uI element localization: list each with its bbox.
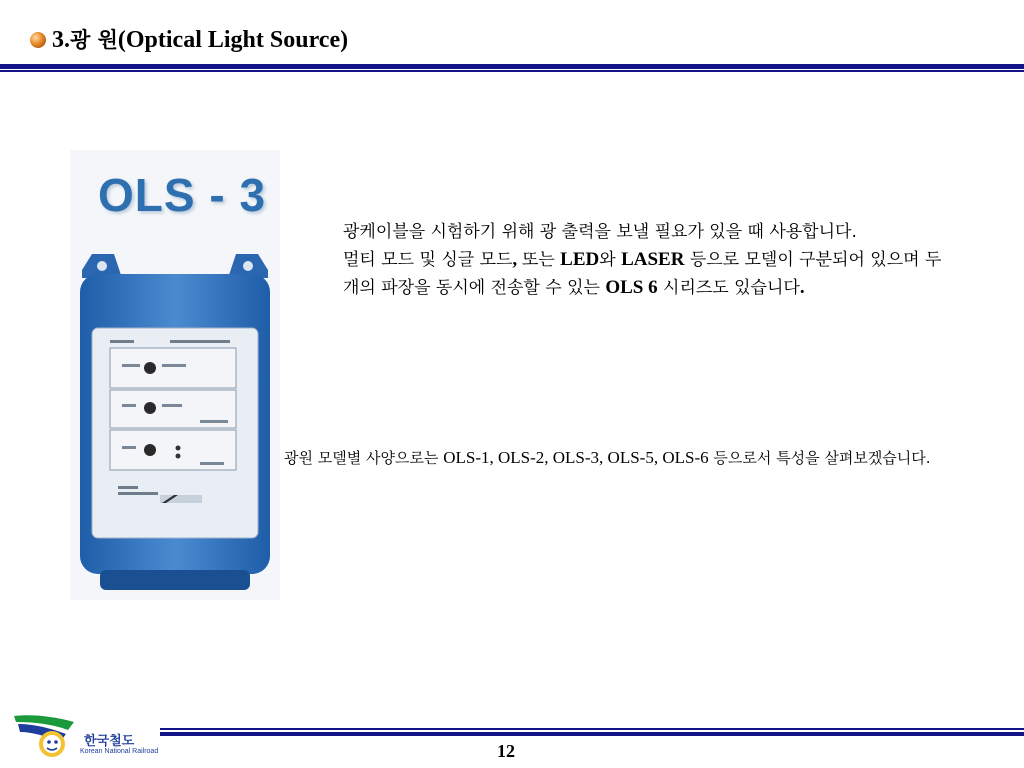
p1-text-2: 멀티 모드 및 싱글 모드: [343, 250, 513, 270]
p1-text-4: 와: [599, 250, 622, 270]
logo-english-text: Korean National Railroad: [80, 748, 159, 755]
p2-text-2: 등으로서 특성을 살펴보겠습니다.: [708, 449, 931, 467]
p1-ols6: OLS 6: [605, 277, 658, 298]
page-number: 12: [497, 741, 515, 761]
description-paragraph: [343, 218, 943, 302]
models-paragraph: [284, 444, 974, 472]
header-rule-thin: [0, 70, 1024, 72]
title-korean: 광 원: [70, 28, 118, 52]
p1-led: LED: [560, 249, 600, 270]
logo-korean-text: 한국철도: [84, 734, 135, 749]
p1-laser: LASER: [621, 249, 685, 270]
p1-period: .: [799, 277, 805, 298]
footer-rule-thin: [160, 728, 1024, 730]
p1-text-6: 시리즈도 있습니다: [657, 278, 800, 298]
slide-title: [52, 24, 348, 54]
p2-text-1: 광원 모델별 사양으로는: [284, 449, 444, 467]
title-english: (Optical Light Source): [117, 27, 349, 53]
header-rule-thick: [0, 64, 1024, 69]
p1-comma: ,: [512, 249, 522, 270]
footer-rule-thick: [160, 732, 1024, 736]
p1-text-1: 광케이블을 시험하기 위해 광 출력을 보낼 필요가 있을 때 사용합니다.: [343, 222, 857, 242]
bullet-ball-icon: [30, 32, 46, 48]
p2-models: OLS-1, OLS-2, OLS-3, OLS-5, OLS-6: [443, 448, 709, 467]
p1-text-5: 등으로 모델이 구분되어 있으며 두 개의 파장을 동시에 전송할 수 있는: [343, 250, 942, 298]
title-number: 3.: [52, 27, 70, 53]
p1-text-3: 또는: [521, 250, 561, 270]
product-model-label: OLS - 3: [98, 169, 267, 221]
